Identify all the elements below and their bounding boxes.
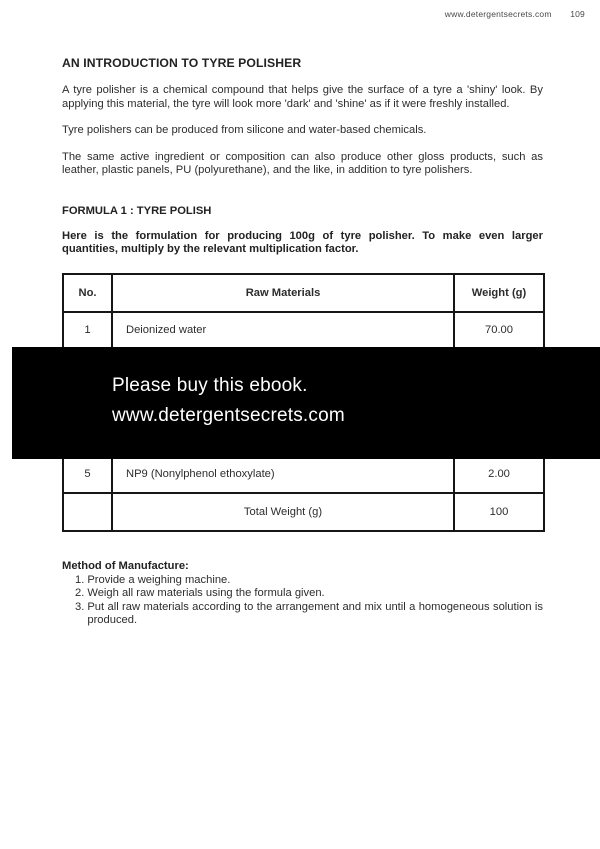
intro-paragraph-3: The same active ingredient or composition can also produce other gloss products, such as leather, plastic panels, PU (polyurethane), and the like, in addition to tyre polishers. bbox=[62, 150, 543, 176]
section-title: AN INTRODUCTION TO TYRE POLISHER bbox=[62, 56, 302, 70]
step-number: 2. bbox=[75, 587, 85, 599]
table-total-row bbox=[63, 493, 544, 531]
total-label: Total Weight (g) bbox=[112, 493, 454, 531]
step-number: 3. bbox=[75, 600, 85, 613]
ebook-overlay bbox=[12, 347, 600, 459]
row5-material: NP9 (Nonylphenol ethoxylate) bbox=[112, 456, 454, 493]
list-item bbox=[75, 574, 543, 588]
table-row bbox=[63, 456, 544, 493]
step-text: Provide a weighing machine. bbox=[87, 573, 231, 586]
method-section bbox=[62, 560, 543, 628]
method-heading: Method of Manufacture: bbox=[62, 559, 189, 572]
list-item bbox=[75, 587, 543, 601]
table-header-no: No. bbox=[63, 274, 112, 312]
formula-table-wrap bbox=[62, 273, 543, 532]
row1-no: 1 bbox=[63, 312, 112, 348]
header-site-url: www.detergentsecrets.com bbox=[444, 9, 552, 19]
formula-intro: Here is the formulation for producing 100g of tyre polisher. To make even larger quantities, multiply by the relevant multiplication factor. bbox=[62, 229, 543, 255]
table-header-raw-materials: Raw Materials bbox=[112, 274, 454, 312]
method-steps-list bbox=[62, 574, 543, 628]
row5-weight: 2.00 bbox=[454, 456, 544, 493]
intro-paragraph-2: Tyre polishers can be produced from silicone and water-based chemicals. bbox=[62, 124, 427, 136]
table-row bbox=[63, 312, 544, 348]
step-number: 1. bbox=[75, 573, 85, 586]
list-item bbox=[75, 601, 543, 628]
total-value: 100 bbox=[454, 493, 544, 531]
page-header bbox=[445, 9, 585, 19]
page-number: 109 bbox=[570, 9, 585, 19]
step-text: Put all raw materials according to the arrangement and mix until a homogeneous solution is produced. bbox=[87, 600, 543, 626]
formula-heading: FORMULA 1 : TYRE POLISH bbox=[62, 204, 212, 217]
table-header-row bbox=[63, 274, 544, 312]
overlay-line-2: www.detergentsecrets.com bbox=[112, 404, 345, 426]
total-empty-cell bbox=[63, 493, 112, 531]
overlay-line-1: Please buy this ebook. bbox=[112, 374, 308, 396]
intro-paragraph-1: A tyre polisher is a chemical compound that helps give the surface of a tyre a 'shiny' look. By applying this material, the tyre will look more 'dark' and 'shine' as if it were freshly installed. bbox=[62, 84, 543, 110]
table-header-weight: Weight (g) bbox=[454, 274, 544, 312]
row5-no: 5 bbox=[63, 456, 112, 493]
row1-material: Deionized water bbox=[112, 312, 454, 348]
step-text: Weigh all raw materials using the formula given. bbox=[87, 587, 325, 599]
row1-weight: 70.00 bbox=[454, 312, 544, 348]
